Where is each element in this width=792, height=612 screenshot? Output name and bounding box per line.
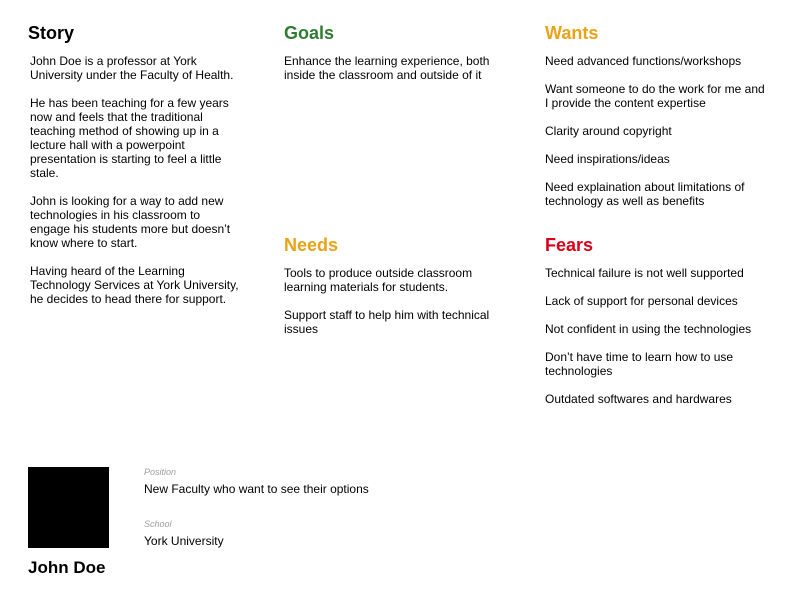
story-paragraph: John is looking for a way to add new technologies in his classroom to engage his students more but doesn’t know where to start. [30,194,231,250]
story-paragraph: He has been teaching for a few years now and feels that the traditional teaching method of showing up in a lecture hall with a powerpoint presentation is starting to feel a little stale. [30,96,229,180]
goals-list [284,54,494,82]
wants-heading: Wants [545,23,599,43]
want-item: Clarity around copyright [545,124,672,138]
fear-item: Don’t have time to learn how to use technologies [545,350,734,378]
position-label: Position [144,467,177,477]
want-item: Need explaination about limitations of technology as well as benefits [545,180,745,208]
story-paragraph: John Doe is a professor at York University under the Faculty of Health. [30,54,234,82]
story-heading: Story [28,23,75,43]
want-item: Want someone to do the work for me and I provide the content expertise [545,82,765,110]
persona-name: John Doe [28,558,106,577]
fear-item: Technical failure is not well supported [545,266,744,280]
story-paragraph: Having heard of the Learning Technology Services at York University, he decides to head there for support. [30,264,239,306]
wants-list [545,54,765,208]
story-body [30,54,240,306]
want-item: Need inspirations/ideas [545,152,670,166]
needs-list [284,266,494,336]
fears-list [545,266,765,406]
fear-item: Outdated softwares and hardwares [545,392,732,406]
school-label: School [144,519,172,529]
need-item: Tools to produce outside classroom learning materials for students. [284,266,473,294]
goals-heading: Goals [284,23,335,43]
goal-item: Enhance the learning experience, both inside the classroom and outside of it [284,54,490,82]
fear-item: Not confident in using the technologies [545,322,752,336]
avatar [28,467,109,548]
want-item: Need advanced functions/workshops [545,54,742,68]
fears-heading: Fears [545,235,594,255]
position-value: New Faculty who want to see their options [144,482,369,496]
needs-heading: Needs [284,235,339,255]
school-value: York University [144,534,224,548]
need-item: Support staff to help him with technical issues [284,308,490,336]
fear-item: Lack of support for personal devices [545,294,738,308]
